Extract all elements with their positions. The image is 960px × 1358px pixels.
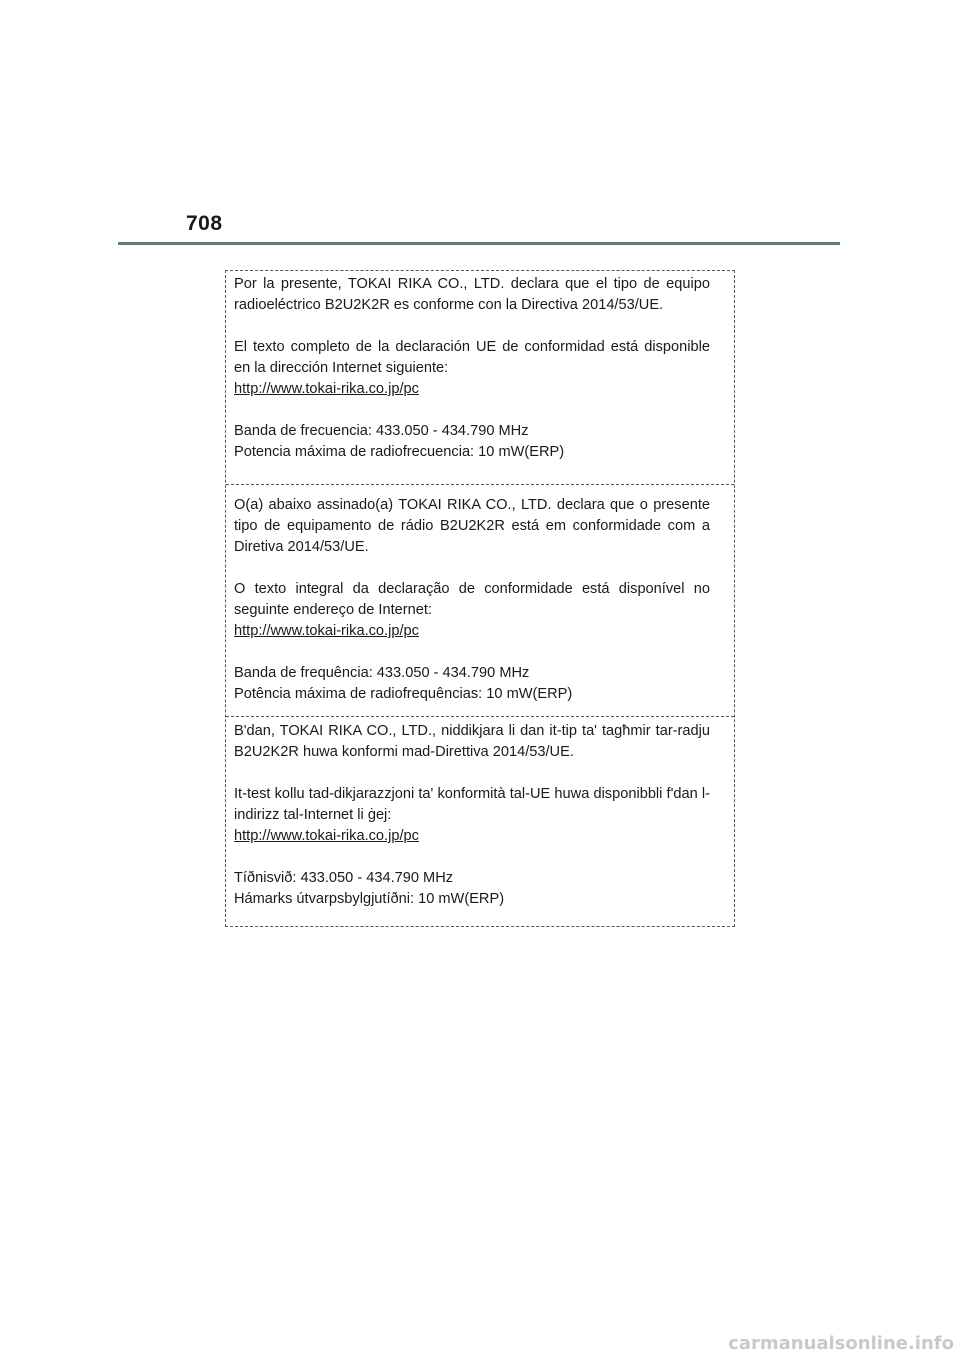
page-number: 708 xyxy=(186,212,223,235)
declaration-section-spanish xyxy=(226,271,734,484)
max-power: Hámarks útvarpsbylgjutíðni: 10 mW(ERP) xyxy=(234,891,505,907)
conformity-statement: B'dan, TOKAI RIKA CO., LTD., niddikjara li dan it-tip ta' tagħmir tar-radju B2U2K2R huwa konformi mad-Direttiva 2014/53/UE. xyxy=(234,723,710,760)
availability-text: It-test kollu tad-dikjarazzjoni ta' konformità tal-UE huwa disponibbli f'dan l-indirizz tal-Internet li ġej: xyxy=(234,786,710,823)
conformity-statement: O(a) abaixo assinado(a) TOKAI RIKA CO., LTD. declara que o presente tipo de equipamento de rádio B2U2K2R está em conformidade com a Diretiva 2014/53/UE. xyxy=(234,497,710,555)
max-power: Potencia máxima de radiofrecuencia: 10 mW(ERP) xyxy=(234,444,565,460)
declaration-section-portuguese xyxy=(226,484,734,716)
declaration-link[interactable]: http://www.tokai-rika.co.jp/pc xyxy=(234,623,419,639)
site-watermark: carmanualsonline.info xyxy=(728,1333,954,1354)
header-rule xyxy=(118,242,840,245)
declaration-box xyxy=(225,270,735,927)
frequency-band: Tíðnisvið: 433.050 - 434.790 MHz xyxy=(234,870,454,886)
conformity-statement: Por la presente, TOKAI RIKA CO., LTD. declara que el tipo de equipo radioeléctrico B2U2K2R es conforme con la Directiva 2014/53/UE. xyxy=(234,276,710,313)
declaration-link[interactable]: http://www.tokai-rika.co.jp/pc xyxy=(234,828,419,844)
frequency-band: Banda de frecuencia: 433.050 - 434.790 MHz xyxy=(234,423,529,439)
declaration-section-maltese xyxy=(226,716,734,928)
availability-text: O texto integral da declaração de conformidade está disponível no seguinte endereço de Internet: xyxy=(234,581,710,618)
declaration-link[interactable]: http://www.tokai-rika.co.jp/pc xyxy=(234,381,419,397)
availability-text: El texto completo de la declaración UE de conformidad está disponible en la dirección Internet siguiente: xyxy=(234,339,710,376)
frequency-band: Banda de frequência: 433.050 - 434.790 MHz xyxy=(234,665,530,681)
max-power: Potência máxima de radiofrequências: 10 mW(ERP) xyxy=(234,686,573,702)
